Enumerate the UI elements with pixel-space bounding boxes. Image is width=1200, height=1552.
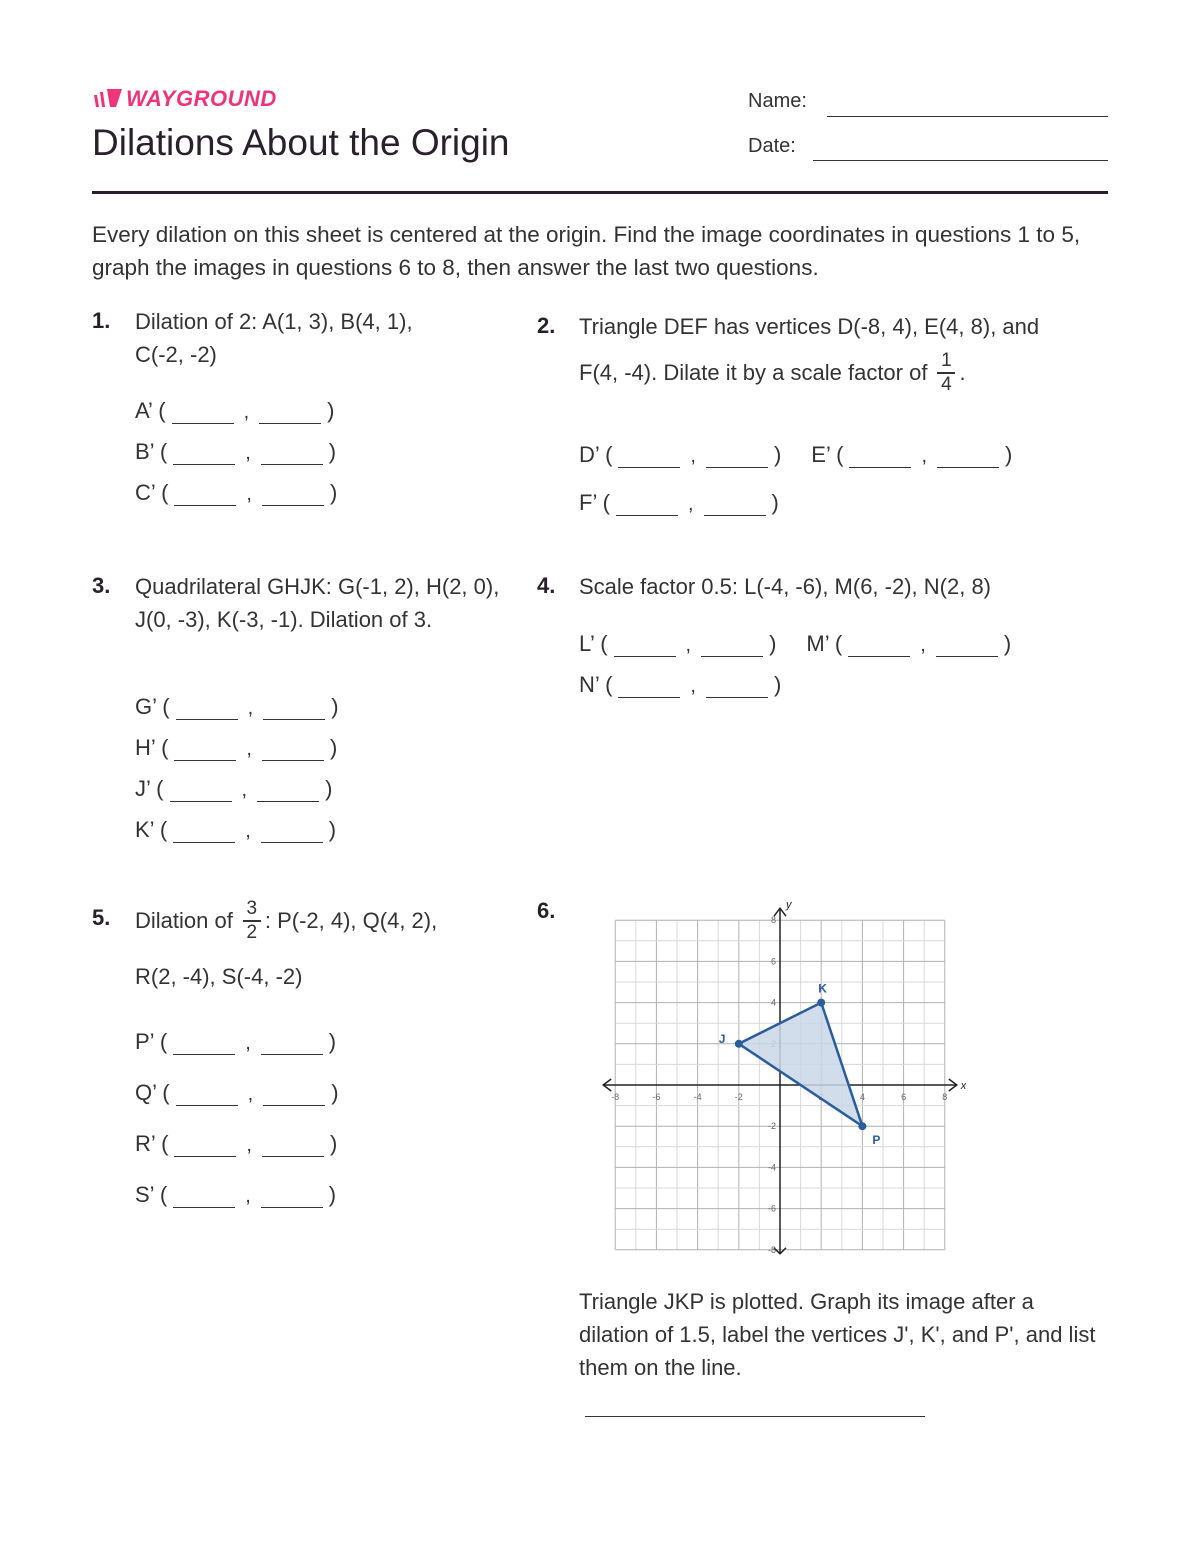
answer-blank-y[interactable] [263, 1085, 325, 1106]
answer-row [135, 690, 339, 720]
answer-label: E’ ( [811, 442, 844, 467]
answer-label: G’ ( [135, 694, 170, 719]
answer-blank-y[interactable] [262, 740, 324, 761]
brand-logo [92, 86, 277, 112]
question-2-answers-row2 [579, 486, 779, 516]
answer-row [135, 435, 337, 465]
question-4-answers-row2 [579, 668, 781, 698]
comma: , [247, 1083, 254, 1105]
close-paren: ) [327, 398, 335, 423]
answer-label: A’ ( [135, 398, 166, 423]
vertex-label-k: K [818, 981, 827, 996]
answer-row [135, 731, 339, 761]
answer-blank-x[interactable] [176, 699, 238, 720]
answer-blank-y[interactable] [937, 447, 999, 468]
answer-label: K’ ( [135, 817, 168, 842]
answer-blank-x[interactable] [849, 447, 911, 468]
answer-blank-y[interactable] [261, 1034, 323, 1055]
vertex-label-j: J [718, 1031, 726, 1046]
x-tick-label: 4 [859, 1092, 865, 1102]
fraction-three-halves [243, 898, 261, 944]
x-tick-label: -4 [693, 1092, 702, 1102]
answer-row [135, 772, 339, 802]
answer-row [806, 627, 1011, 657]
name-label: Name: [748, 90, 807, 112]
answer-blank-y[interactable] [261, 822, 323, 843]
coordinate-grid[interactable] [600, 895, 980, 1265]
answer-blank-y[interactable] [706, 677, 768, 698]
close-paren: ) [329, 1131, 338, 1156]
y-tick-label: 6 [770, 956, 776, 967]
comma: , [243, 401, 250, 423]
answer-blank-x[interactable] [170, 781, 232, 802]
answer-row [135, 1127, 339, 1157]
answer-blank-y[interactable] [704, 495, 766, 516]
instructions: Every dilation on this sheet is centered at the origin. Find the image coordinates in questions 1 to 5, graph the images in questions 6 to 8, then answer the last two questions. [92, 222, 1081, 280]
close-paren: ) [331, 694, 339, 719]
answer-blank-x[interactable] [173, 1187, 235, 1208]
x-tick-label: 6 [901, 1092, 907, 1102]
question-2-text-line1: Triangle DEF has vertices D(-8, 4), E(4, 8), and [579, 314, 1040, 339]
answer-label: L’ ( [579, 631, 608, 656]
answer-blank-y[interactable] [936, 636, 998, 657]
close-paren: ) [328, 817, 337, 842]
comma: , [690, 445, 696, 467]
question-2-text-line2 [579, 350, 966, 396]
question-5-text-line1 [135, 898, 437, 944]
date-field[interactable] [813, 160, 1108, 161]
question-5-text-line2: R(2, -4), S(-4, -2) [135, 964, 303, 989]
y-axis-label: y [786, 899, 792, 912]
answer-blank-x[interactable] [173, 444, 235, 465]
close-paren: ) [329, 480, 338, 505]
page-title: Dilations About the Origin [92, 122, 510, 163]
comma: , [245, 1185, 251, 1207]
question-3-answers [135, 690, 339, 843]
answer-blank-x[interactable] [174, 485, 236, 506]
close-paren: ) [325, 776, 333, 801]
question-3-number: 3. [92, 573, 111, 598]
answer-blank-x[interactable] [616, 495, 678, 516]
answer-blank-x[interactable] [174, 1136, 236, 1157]
close-paren: ) [771, 490, 779, 515]
period: . [959, 360, 966, 386]
answer-row [135, 476, 337, 506]
answer-blank-x[interactable] [172, 403, 234, 424]
y-tick-label: 8 [770, 915, 776, 926]
close-paren: ) [773, 442, 782, 467]
answer-row [579, 668, 781, 698]
x-tick-label: -6 [652, 1092, 661, 1102]
answer-blank-y[interactable] [263, 699, 325, 720]
comma: , [920, 634, 926, 656]
fraction-denominator: 2 [246, 921, 258, 943]
question-1-answers [135, 394, 337, 506]
answer-blank-y[interactable] [706, 447, 768, 468]
y-tick-label: -6 [767, 1203, 776, 1214]
answer-row [135, 1025, 339, 1055]
question-6-number: 6. [537, 898, 556, 923]
answer-row [579, 627, 776, 657]
answer-row [579, 438, 781, 468]
answer-label: J’ ( [135, 776, 164, 801]
question-5-points: : P(-2, 4), Q(4, 2), [264, 908, 438, 934]
question-4-answers-row1 [579, 627, 1011, 657]
question-5-number: 5. [92, 905, 111, 930]
answer-blank-x[interactable] [176, 1085, 238, 1106]
x-tick-label: -8 [611, 1092, 620, 1102]
answer-blank-x[interactable] [848, 636, 910, 657]
comma: , [687, 493, 694, 515]
close-paren: ) [773, 672, 782, 697]
question-4-text: Scale factor 0.5: L(-4, -6), M(6, -2), N(2, 8) [579, 574, 992, 599]
answer-label: S’ ( [135, 1182, 168, 1207]
close-paren: ) [331, 1080, 339, 1105]
close-paren: ) [1003, 631, 1012, 656]
vertex-point-p [858, 1122, 866, 1130]
comma: , [245, 820, 251, 842]
answer-label: C’ ( [135, 480, 169, 505]
y-tick-label: 4 [770, 997, 776, 1008]
comma: , [246, 1134, 252, 1156]
close-paren: ) [329, 735, 338, 760]
answer-row [811, 438, 1012, 468]
answer-label: P’ ( [135, 1029, 168, 1054]
answer-row [135, 1076, 339, 1106]
close-paren: ) [328, 1182, 337, 1207]
answer-row [579, 486, 779, 516]
fraction-one-quarter [937, 350, 955, 396]
comma: , [690, 675, 696, 697]
vertex-label-p: P [872, 1133, 881, 1148]
comma: , [247, 697, 254, 719]
comma: , [685, 634, 692, 656]
comma: , [921, 445, 928, 467]
answer-blank-y[interactable] [257, 781, 319, 802]
answer-blank-x[interactable] [173, 1034, 235, 1055]
answer-blank-y[interactable] [262, 485, 324, 506]
answer-row [135, 813, 339, 843]
vertex-point-k [817, 999, 825, 1007]
answer-line[interactable] [585, 1416, 925, 1417]
answer-blank-x[interactable] [618, 677, 680, 698]
fraction-denominator: 4 [941, 373, 952, 395]
question-1-text: Dilation of 2: A(1, 3), B(4, 1), C(-2, -2) [135, 309, 413, 367]
answer-blank-y[interactable] [261, 1187, 323, 1208]
answer-label: B’ ( [135, 439, 168, 464]
date-label: Date: [748, 135, 796, 157]
wayground-logo-icon [92, 89, 122, 109]
answer-blank-x[interactable] [618, 447, 680, 468]
answer-blank-x[interactable] [614, 636, 676, 657]
question-2-text: F(4, -4). Dilate it by a scale factor of [579, 360, 928, 386]
y-tick-label: -2 [767, 1121, 776, 1132]
question-1-number: 1. [92, 308, 111, 333]
x-axis-label: x [960, 1080, 967, 1092]
question-5-text: Dilation of [135, 908, 233, 934]
question-5-answers [135, 1025, 339, 1208]
brand-name: WAYGROUND [126, 86, 277, 111]
answer-blank-y[interactable] [262, 1136, 324, 1157]
question-4-number: 4. [537, 573, 556, 598]
answer-label: N’ ( [579, 672, 613, 697]
question-2-answers-row1 [579, 438, 1012, 468]
header-divider [92, 191, 1108, 194]
y-tick-label: -8 [767, 1244, 776, 1255]
question-3-text: Quadrilateral GHJK: G(-1, 2), H(2, 0), J(0, -3), K(-3, -1). Dilation of 3. [135, 574, 500, 632]
close-paren: ) [328, 1029, 337, 1054]
answer-blank-y[interactable] [701, 636, 763, 657]
answer-label: M’ ( [806, 631, 843, 656]
answer-label: R’ ( [135, 1131, 169, 1156]
fraction-numerator: 1 [941, 350, 952, 371]
comma: , [246, 738, 252, 760]
x-tick-label: 8 [942, 1092, 948, 1102]
vertex-point-j [735, 1040, 743, 1048]
answer-label: F’ ( [579, 490, 610, 515]
answer-row [135, 394, 337, 424]
comma: , [246, 483, 252, 505]
x-tick-label: -2 [734, 1092, 743, 1102]
comma: , [245, 442, 251, 464]
answer-row [135, 1178, 339, 1208]
y-tick-label: -4 [767, 1162, 776, 1173]
question-2-number: 2. [537, 313, 556, 338]
answer-blank-x[interactable] [173, 822, 235, 843]
name-field[interactable] [827, 116, 1108, 117]
answer-label: H’ ( [135, 735, 169, 760]
answer-blank-x[interactable] [174, 740, 236, 761]
comma: , [245, 1032, 251, 1054]
close-paren: ) [1005, 442, 1013, 467]
answer-blank-y[interactable] [261, 444, 323, 465]
close-paren: ) [769, 631, 777, 656]
fraction-numerator: 3 [246, 898, 258, 919]
comma: , [241, 779, 248, 801]
question-6-text: Triangle JKP is plotted. Graph its image after a dilation of 1.5, label the vertices J', K', and P', and list them on the line. [579, 1289, 1096, 1380]
answer-label: Q’ ( [135, 1080, 170, 1105]
answer-blank-y[interactable] [259, 403, 321, 424]
close-paren: ) [328, 439, 337, 464]
answer-label: D’ ( [579, 442, 613, 467]
